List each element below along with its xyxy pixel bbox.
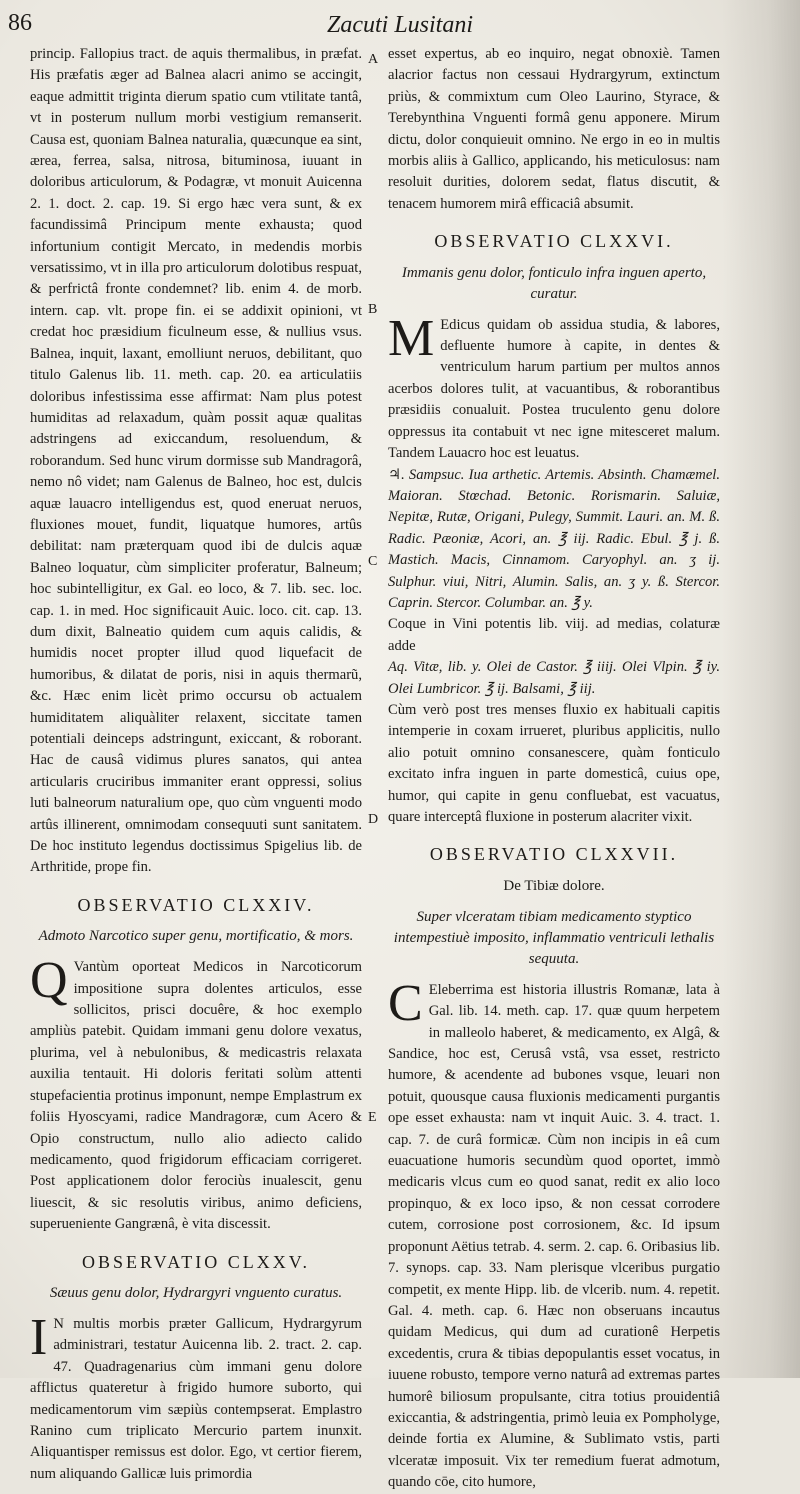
- paragraph: Cùm verò post tres menses fluxio ex habituali capitis intemperie in coxam irrueret, pluribus applicitis, nullo alio potuit omnino consanescere, quàm fonticulo excitato infra inguen in parte domesticâ, cuius ope, humor, qui capite in genu confluebat, est vacuatus, quare interceptâ fluxione in posterum alacriter vixit.: [388, 701, 720, 825]
- observation-subtitle: Sæuus genu dolor, Hydrargyri vnguento curatus.: [49, 1284, 343, 1301]
- observation-subtitle: Admoto Narcotico super genu, mortificatio, & mors.: [38, 928, 354, 945]
- observation-title: OBSERVATIO CLXXVII.: [429, 844, 679, 865]
- observation-subtitle: Super vlceratam tibiam medicamento styptico intempestiuè imposito, inflammatio ventriculi lethalis sequuta.: [393, 908, 715, 967]
- paragraph-text: N multis morbis præter Gallicum, Hydrargyrum administrari, testatur Auicenna lib. 2. tract. 2. cap. 47. Quadragenarius cùm immani genu dolore afflictus quateretur à frigido humore suborto, qui medicamentorum vim sæpiùs contempserat. Emplastro Ranino cum triplicato Mercurio partem inunxit. Aliquantisper remissus est dolor. Ego, vt certior fierem, num aliquando Gallicæ luis primordia: [30, 1315, 362, 1482]
- page-number: 86: [8, 10, 32, 36]
- observation-title: OBSERVATIO CLXXV.: [82, 1251, 310, 1272]
- page-edge-shadow: [722, 0, 800, 1378]
- paragraph-text: Vantùm oporteat Medicos in Narcoticorum impositione supra dolentes articulos, esse sollicitos, prisci docuêre, & hoc exemplo ampliùs patebit. Quidam immani genu dolore vexatus, plurima, vel à nebulonibus, & medicastris relaxata auxilia tentauit. Hi doloris feritati solùm attenti stupefacientia protinus imponunt, nempe Emplastrum ex foliis Hyoscyami, radice Mandragoræ, cum Acero & Opio constructum, nullo alio adiecto calido medicamento, quod frigidorum efficaciam corrigeret. Post applicationem dolor ferociùs inualescit, genu liuescit, & sic resolutis viribus, animo deficiens, superueniente Gangrænâ, è vita discessit.: [30, 959, 362, 1233]
- recipe: Aq. Vitæ, lib. y. Olei de Castor. ℥ iiij. Olei Vlpin. ℥ iy. Olei Lumbricor. ℥ ij. Balsami, ℥ iij.: [388, 659, 720, 697]
- recipe-instruction: Coque in Vini potentis lib. viij. ad medias, colaturæ adde: [388, 616, 720, 654]
- observation-title: OBSERVATIO CLXXVI.: [434, 231, 674, 252]
- observation-subtitle: Immanis genu dolor, fonticulo infra inguen aperto, curatur.: [401, 264, 707, 302]
- paragraph: [30, 952, 362, 1235]
- paragraph: princip. Fallopius tract. de aquis thermalibus, in præfat. His præfatis æger ad Balnea alacri animo se accingit, eaque admittit triginta dierum spatio cum vtilitate tantâ, vt in posterum nullum morbi vestigium remanserit. Causa est, quoniam Balnea naturalia, quæcunque ea sint, ærea, ferrea, salsa, nitrosa, bituminosa, iuuant in doloribus articulorum, & Podagræ, vt monuit Auicenna 2. 1. doct. 2. cap. 19. Si ergo hæc vera sunt, & ex facundissimâ Principum mente exhausta; quod infortunium contigit Mercato, in medendis morbis versatissimo, vt in illa pro articulorum dolotibus respuat, & perfrictâ fronte condemnet? lib. enim 4. de morb. intern. cap. vlt. prope fin. ei se addixit opinioni, vt credat hoc præsidium ficulneum esse, & nullius vsus. Balnea, inquit, laxant, emolliunt neruos, debilitant, quo titulo Galenus lib. 11. meth. cap. 20. ea articulatiis doloribus infestissima esse affirmat: Nam plus potest humiditas ad relaxadum, quàm possit aquæ qualitas adstringens ad exiccandum, resoluendum, & roborandum. Sed hunc virum dormisse sub Mandragorâ, nemo nô videt; nam Galenus de Balneo, hoc est, dulcis aquæ lauacro intelligendus est, quod eneruat neruos, fluxiones mouet, fundit, liquatque humores, artûs debilitat: nam præterquam quod ibi de dulcis aquæ Balneo loquatur, cùm simpliciter proferatur, Balneum; hoc subintelligitur, ex Gal. eo loco, & 7. lib. sec. loc. cap. 1. in med. Hoc significauit Auic. loco. cit. cap. 13. dum dixit, Balneatio quidem cum aquis calidis, & humidis nocet propter illud quod liquefacit de humoribus, & dilatat de poris, nisi in aquis thermarũ, &c. Hæc enim licèt primo occursu ob actualem humiditatem aliquàliter relaxent, siccitate tamen potentiali deinceps adstringunt, exiccant, & roborant. Hac de causâ vidimus plures sanatos, qui antea articularis cruciribus immaniter erant oppressi, solius luti balneorum naturalium ope, quo cùm vnguenti modo artûs illinerent, omnimodam consequuti sunt sanitatem. De hoc instituto legendus doctissimus Spigelius lib. de Arthritide, prope fin.: [30, 46, 362, 876]
- paragraph: [388, 974, 720, 1494]
- paragraph: [388, 309, 720, 465]
- drop-cap: C: [388, 974, 423, 1032]
- paragraph-text: Eleberrima est historia illustris Romanæ, lata à Gal. lib. 14. meth. cap. 17. quæ quum herpetem in malleolo haberet, & medicamento, ex Algâ, & Sandice, hoc est, Cerusâ vstâ, vsa esset, restricto humore, & acendente ad bubones vsque, leuari non potuit, quousque causa fluxionis medicamenti purgantis ope esset exhausta: nam vt inquit Auic. 3. 4. tract. 1. cap. 7. de curâ formicæ. Cùm non incipis in eâ cum euacuatione humoris secundùm quod oportet, immò medicaris vlcus cum eo quod sanat, redit ex alio loco propinquo, & ex loco ipso, & non cessat corrodere cutem, corrosione post corrosionem, &c. Id ipsum proponunt Aëtius tetrab. 4. serm. 2. cap. 6. Oribasius lib. 7. synops. cap. 33. Nam plerisque vlceribus purgatio competit, ex mente Hipp. lib. de vlcerib. num. 4. repetit. Gal. 4. meth. cap. 6. Hæc non obseruans incautus quidam Medicus, qui dum ad curationê Herpetis excedentis, crura & tibias depopulantis esset vocatus, in iuuene robusto, tempore verno naturâ ad extremas partes humorê biliosum propulsante, citra totius prouidentiâ exiccantia, & adstringentia, primò leuia ex Pompholyge, deinde fortia ex Alumine, & Sublimato vstis, parti vlceratæ imposuit. Vix ter remedium fuerat admotum, quando cōe, cito humore,: [388, 981, 720, 1491]
- margin-marker: B: [368, 302, 378, 317]
- drop-cap: Q: [30, 952, 68, 1010]
- right-column: [388, 44, 720, 1494]
- observation-title: OBSERVATIO CLXXIV.: [77, 894, 315, 915]
- left-column: [30, 44, 362, 1485]
- recipe: ♃. Sampsuc. Iua arthetic. Artemis. Absinth. Chamæmel. Maioran. Stœchad. Betonic. Rorismarin. Saluiæ, Nepitæ, Rutæ, Origani, Pulegy, Summit. Lauri. an. M. ß. Radic. Pæoniæ, Acori, an. ℥ iij. Radic. Ebul. ℥ j. ß. Mastich. Macis, Cinnamom. Caryophyl. an. ʒ ij. Sulphur. viui, Nitri, Alumin. Salis, an. ʒ y. ß. Stercor. Caprin. Stercor. Columbar. an. ℥ y.: [388, 466, 720, 611]
- drop-cap: I: [30, 1308, 48, 1366]
- margin-marker: C: [368, 554, 378, 569]
- paragraph: [30, 1308, 362, 1485]
- margin-marker: D: [368, 812, 379, 827]
- margin-marker: E: [368, 1110, 377, 1125]
- paragraph: esset expertus, ab eo inquiro, negat obnoxiè. Tamen alacrior factus non cessaui Hydrargyrum, extinctum priùs, & commixtum cum Oleo Laurino, Styrace, & Terebynthina Vnguenti formâ genu apponere. Mirum dictu, dolor conquieuit omnino. Ne ergo in eo in multis morbis aliis à Gallico, applicando, his meticulosus: nam resoluit durities, dolorem sedat, flatus discutit, & tenacem humorem mirâ efficaciâ absumit.: [388, 46, 720, 212]
- margin-marker: A: [368, 52, 379, 67]
- drop-cap: M: [388, 309, 435, 367]
- observation-subtitle: De Tibiæ dolore.: [503, 877, 605, 894]
- running-head: Zacuti Lusitani: [326, 12, 474, 38]
- paragraph-text: Edicus quidam ob assidua studia, & labores, defluente humore à capite, in dentes & ventriculum harum partium per multos annos acerbos dolores tulit, at vacuantibus, & roborantibus præsidiis conualuit. Postea truculento genu dolore oppressus ita contabuit vt nec igne mitesceret malum. Tandem Lauacro hoc est leuatus.: [388, 316, 720, 462]
